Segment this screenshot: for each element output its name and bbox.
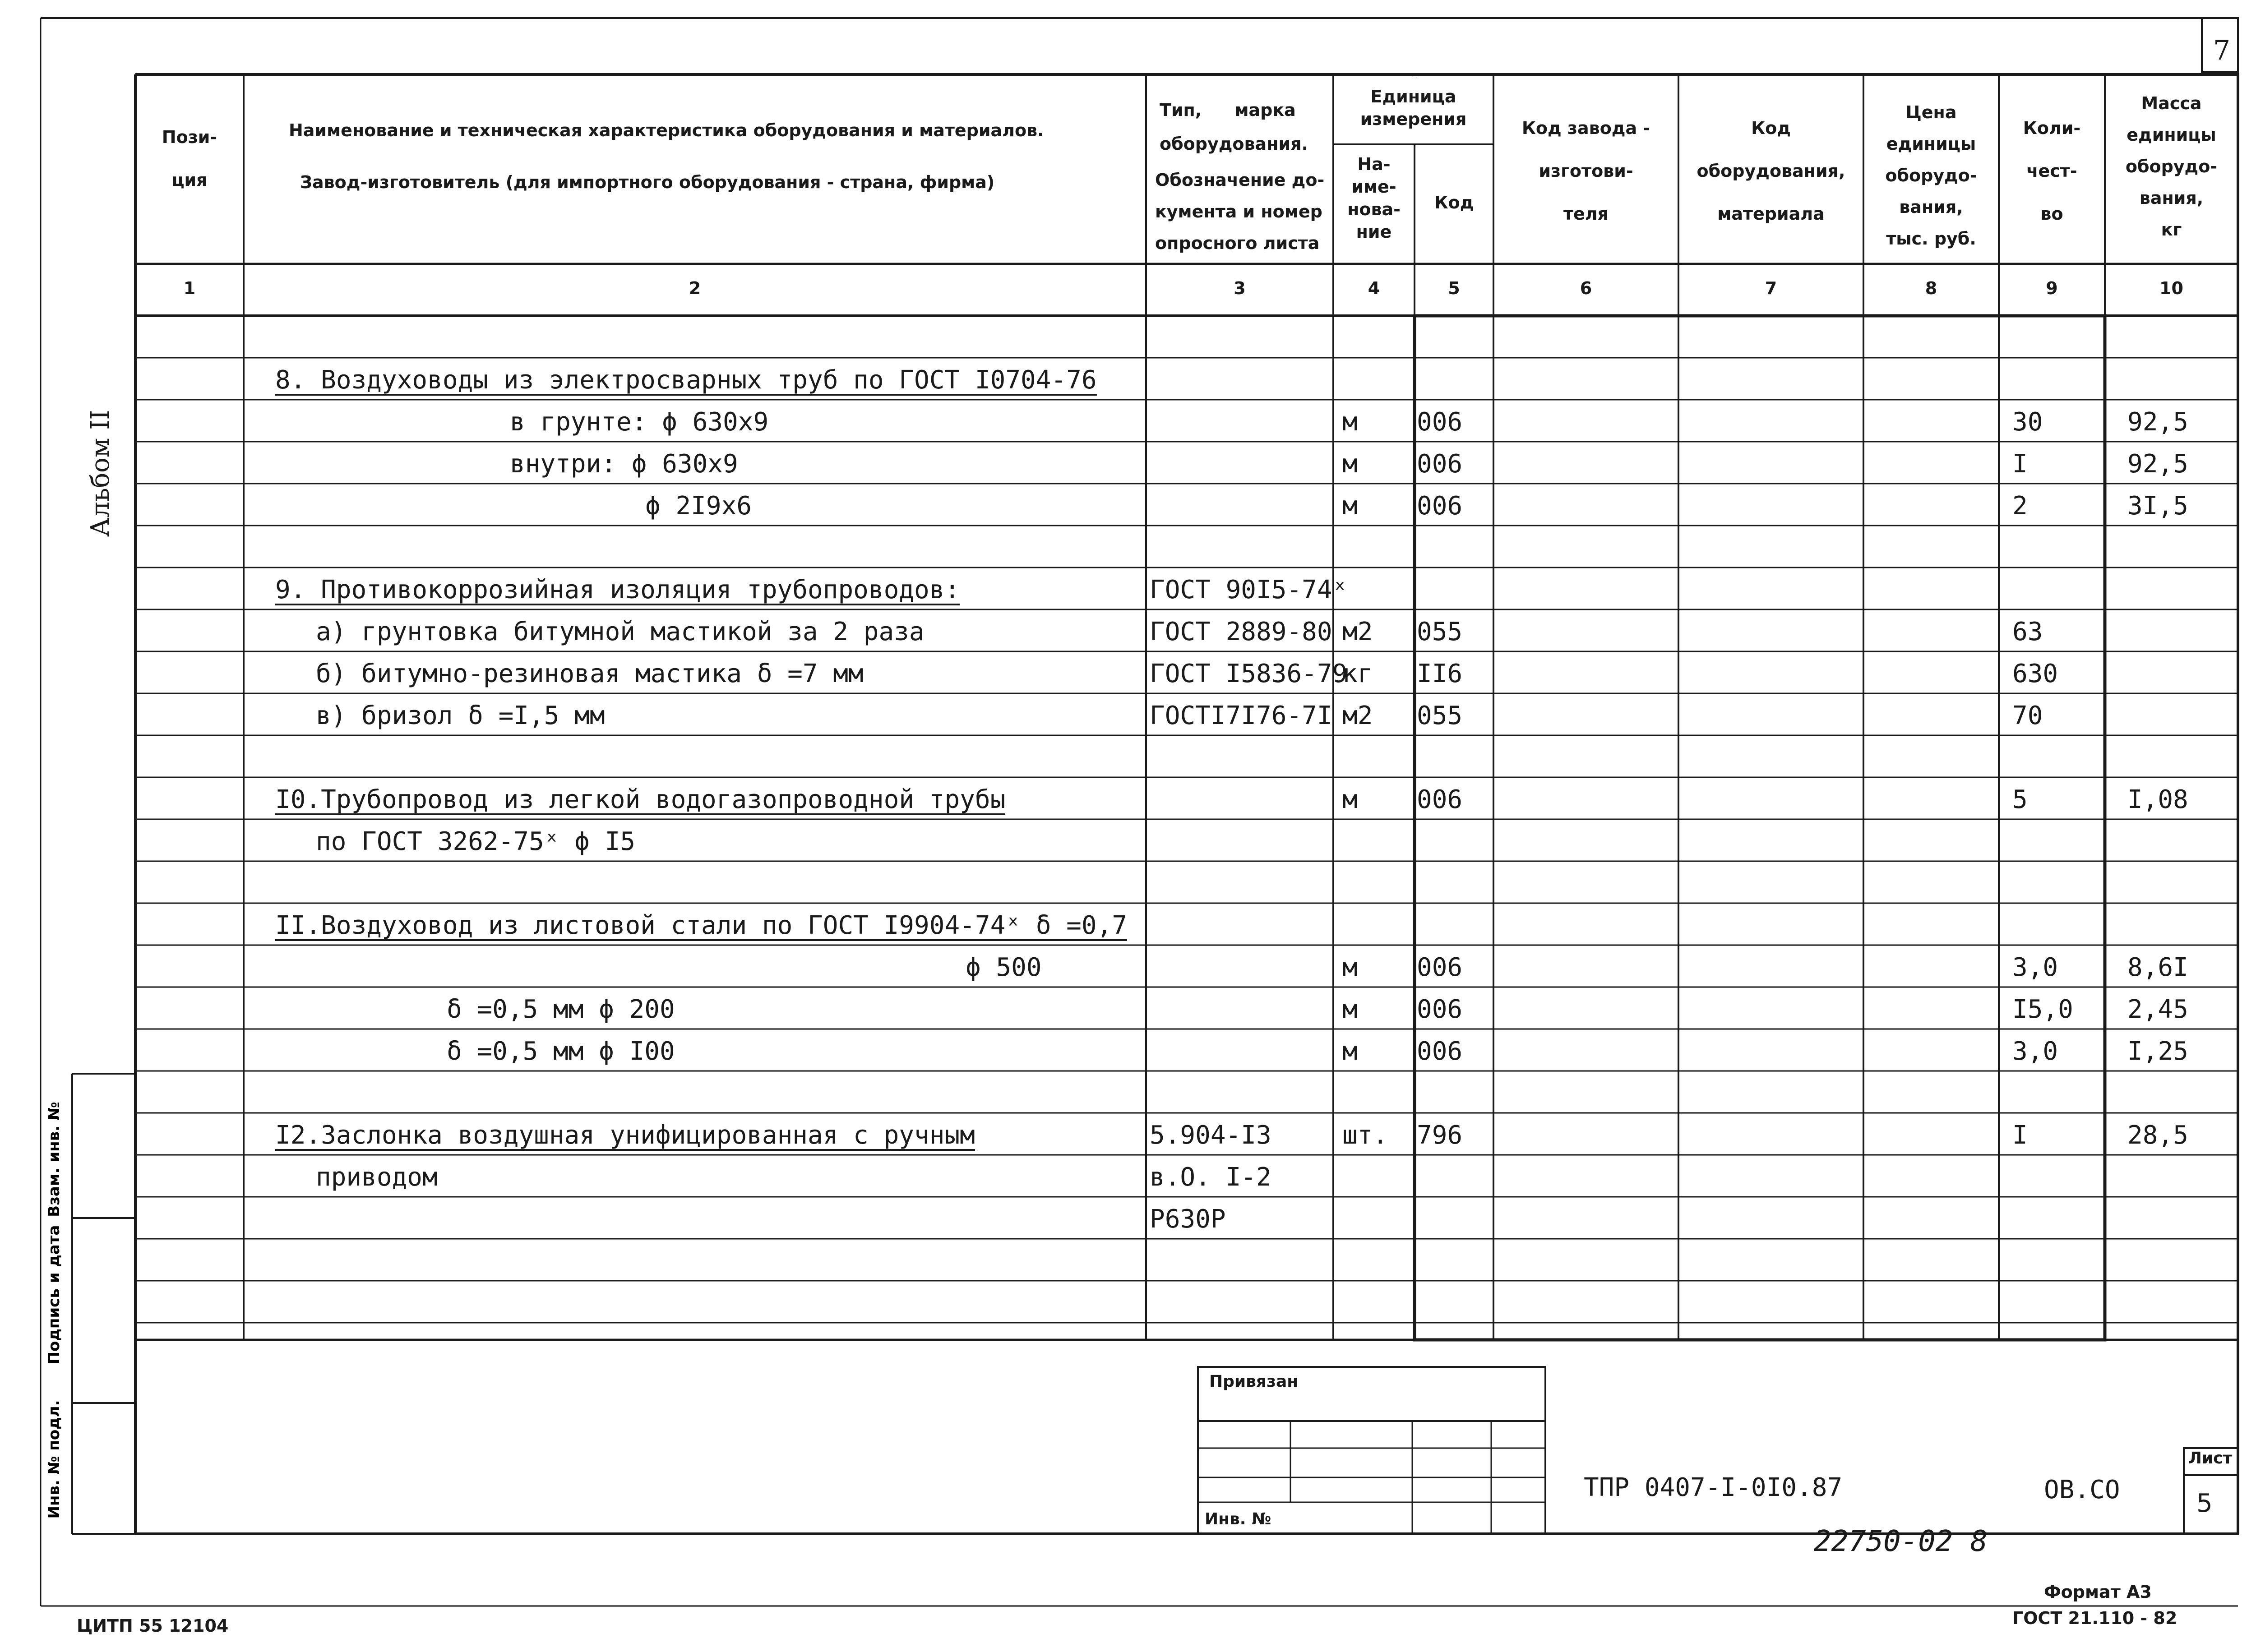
column-number-10: 10 (2159, 278, 2183, 298)
privyazan-block (1198, 1367, 1545, 1534)
row-quantity: 3,0 (2012, 1037, 2058, 1066)
row-quantity: 70 (2012, 701, 2043, 730)
row-quantity: 2 (2012, 491, 2028, 521)
row-quantity: I5,0 (2012, 995, 2073, 1024)
row-quantity: 630 (2012, 659, 2058, 688)
footer-format: Формат А3 (2044, 1582, 2152, 1602)
row-name: I2.Заслонка воздушная унифицированная с ручным (275, 1121, 975, 1150)
bold-data-frame (1415, 316, 2105, 1340)
row-name: δ =0,5 мм ϕ 200 (447, 995, 675, 1024)
row-name: 9. Противокоррозийная изоляция трубопроводов: (275, 575, 960, 605)
row-name: I0.Трубопровод из легкой водогазопроводной трубы (275, 785, 1006, 814)
sheet-label: Лист (2188, 1449, 2233, 1467)
row-mass: 92,5 (2127, 407, 2188, 437)
row-name: по ГОСТ 3262-75ˣ ϕ I5 (316, 827, 636, 856)
row-name: а) грунтовка битумной мастикой за 2 раза (316, 617, 925, 646)
row-name: приводом (316, 1163, 438, 1192)
row-unit: м2 (1342, 617, 1373, 646)
header-unit-code: Код (1434, 193, 1474, 212)
header-unit-name: име- (1351, 177, 1396, 197)
row-type: 5.904-I3 (1150, 1121, 1271, 1150)
row-quantity: I (2012, 449, 2028, 479)
sheet-number: 5 (2196, 1489, 2213, 1518)
header-price: Цена (1905, 102, 1957, 122)
header-mass: кг (2161, 220, 2182, 240)
header-equipment-code: оборудования, (1697, 161, 1845, 181)
header-factory-code: Код завода - (1521, 118, 1650, 138)
document-code: ТПР 0407-I-0I0.87 (1584, 1473, 1843, 1502)
footer-gost: ГОСТ 21.110 - 82 (2012, 1608, 2177, 1628)
row-type: в.О. I-2 (1150, 1163, 1271, 1192)
side-label-podpis: Подпись и дата (45, 1225, 63, 1365)
row-quantity: 5 (2012, 785, 2028, 814)
row-unit: м2 (1342, 701, 1373, 730)
side-label-inv-podl: Инв. № подл. (45, 1400, 63, 1519)
column-number-7: 7 (1765, 278, 1777, 298)
header-price: тыс. руб. (1886, 229, 1976, 249)
header-equipment-code: Код (1751, 118, 1791, 138)
header-type-line4: кумента и номер (1155, 202, 1322, 221)
row-code: 796 (1417, 1121, 1463, 1150)
row-name: в грунте: ϕ 630х9 (510, 407, 769, 437)
row-mass: 3I,5 (2127, 491, 2188, 521)
row-unit: м (1342, 449, 1358, 479)
row-code: II6 (1417, 659, 1463, 688)
header-mass: Масса (2141, 93, 2202, 113)
row-quantity: 3,0 (2012, 953, 2058, 982)
column-number-3: 3 (1234, 278, 1246, 298)
column-number-4: 4 (1368, 278, 1380, 298)
column-number-5: 5 (1448, 278, 1460, 298)
column-number-9: 9 (2046, 278, 2058, 298)
header-unit-name: На- (1357, 154, 1391, 174)
row-code: 006 (1417, 995, 1463, 1024)
column-number-1: 1 (183, 278, 196, 298)
row-type: ГОСТ I5836-79 (1150, 659, 1348, 688)
header-quantity: чест- (2026, 161, 2077, 181)
header-price: оборудо- (1885, 166, 1977, 185)
album-label: Альбом II (86, 410, 115, 537)
header-type-line5: опросного листа (1155, 233, 1320, 253)
header-factory-code: изготови- (1539, 161, 1633, 181)
row-quantity: 63 (2012, 617, 2043, 646)
row-code: 055 (1417, 617, 1463, 646)
row-code: 006 (1417, 1037, 1463, 1066)
row-type: ГОСТ 2889-80 (1150, 617, 1332, 646)
row-mass: 8,6I (2127, 953, 2188, 982)
row-code: 006 (1417, 785, 1463, 814)
header-unit-name: нова- (1347, 199, 1401, 219)
header-equipment-code: материала (1717, 204, 1825, 224)
header-type-line1: Тип, марка (1160, 100, 1296, 120)
header-quantity: Коли- (2023, 118, 2081, 138)
row-mass: 28,5 (2127, 1121, 2188, 1150)
page-number: 7 (2213, 35, 2231, 66)
row-unit: шт. (1342, 1121, 1388, 1150)
header-mass: оборудо- (2125, 157, 2218, 176)
row-unit: м (1342, 491, 1358, 521)
row-name: 8. Воздуховоды из электросварных труб по ГОСТ I0704-76 (275, 365, 1097, 395)
header-factory-code: теля (1563, 204, 1609, 224)
footer-code: ЦИТП 55 12104 (77, 1616, 229, 1636)
column-number-6: 6 (1580, 278, 1592, 298)
row-mass: 2,45 (2127, 995, 2188, 1024)
row-code: 006 (1417, 491, 1463, 521)
row-quantity: 30 (2012, 407, 2043, 437)
section-code: ОВ.СО (2044, 1475, 2120, 1504)
header-type-line3: Обозначение до- (1155, 170, 1325, 190)
column-number-8: 8 (1925, 278, 1937, 298)
row-code: 006 (1417, 407, 1463, 437)
row-mass: I,08 (2127, 785, 2188, 814)
header-unit: Единица (1370, 87, 1456, 106)
row-name: II.Воздуховод из листовой стали по ГОСТ I9904-74ˣ δ =0,7 (275, 911, 1128, 940)
row-mass: I,25 (2127, 1037, 2188, 1066)
header-unit: измерения (1360, 109, 1467, 129)
header-type-line2: оборудования. (1160, 134, 1308, 154)
row-name: б) битумно-резиновая мастика δ =7 мм (316, 659, 864, 688)
row-code: 055 (1417, 701, 1463, 730)
header-price: вания, (1899, 197, 1963, 217)
row-unit: м (1342, 953, 1358, 982)
stamp-inv-no: Инв. № (1205, 1510, 1271, 1528)
handwritten-number: 22750-02 8 (1814, 1525, 1988, 1558)
row-name: δ =0,5 мм ϕ I00 (447, 1037, 675, 1066)
row-unit: м (1342, 785, 1358, 814)
row-type: Р630Р (1150, 1204, 1226, 1234)
row-unit: м (1342, 995, 1358, 1024)
row-name: в) бризол δ =I,5 мм (316, 701, 605, 730)
column-number-2: 2 (689, 278, 701, 298)
row-code: 006 (1417, 449, 1463, 479)
row-unit: м (1342, 407, 1358, 437)
header-quantity: во (2040, 204, 2063, 224)
side-label-vzam: Взам. инв. № (45, 1102, 63, 1217)
header-position: ция (171, 170, 208, 190)
header-unit-name: ние (1356, 222, 1392, 242)
row-type: ГОСТI7I76-7I (1150, 701, 1332, 730)
row-type: ГОСТ 90I5-74ˣ (1150, 575, 1348, 605)
header-position: Пози- (162, 127, 217, 147)
header-name-line2: Завод-изготовитель (для импортного оборудования - страна, фирма) (300, 172, 995, 192)
header-price: единицы (1886, 134, 1976, 154)
header-mass: вания, (2139, 188, 2204, 208)
row-name: ϕ 500 (966, 953, 1042, 982)
row-code: 006 (1417, 953, 1463, 982)
row-unit: м (1342, 1037, 1358, 1066)
header-name-line1: Наименование и техническая характеристика оборудования и материалов. (289, 120, 1044, 140)
row-mass: 92,5 (2127, 449, 2188, 479)
header-mass: единицы (2127, 125, 2216, 145)
row-unit: кг (1342, 659, 1373, 688)
row-name: ϕ 2I9х6 (645, 491, 752, 521)
stamp-privyazan: Привязан (1209, 1372, 1299, 1391)
row-name: внутри: ϕ 630х9 (510, 449, 738, 479)
row-quantity: I (2012, 1121, 2028, 1150)
